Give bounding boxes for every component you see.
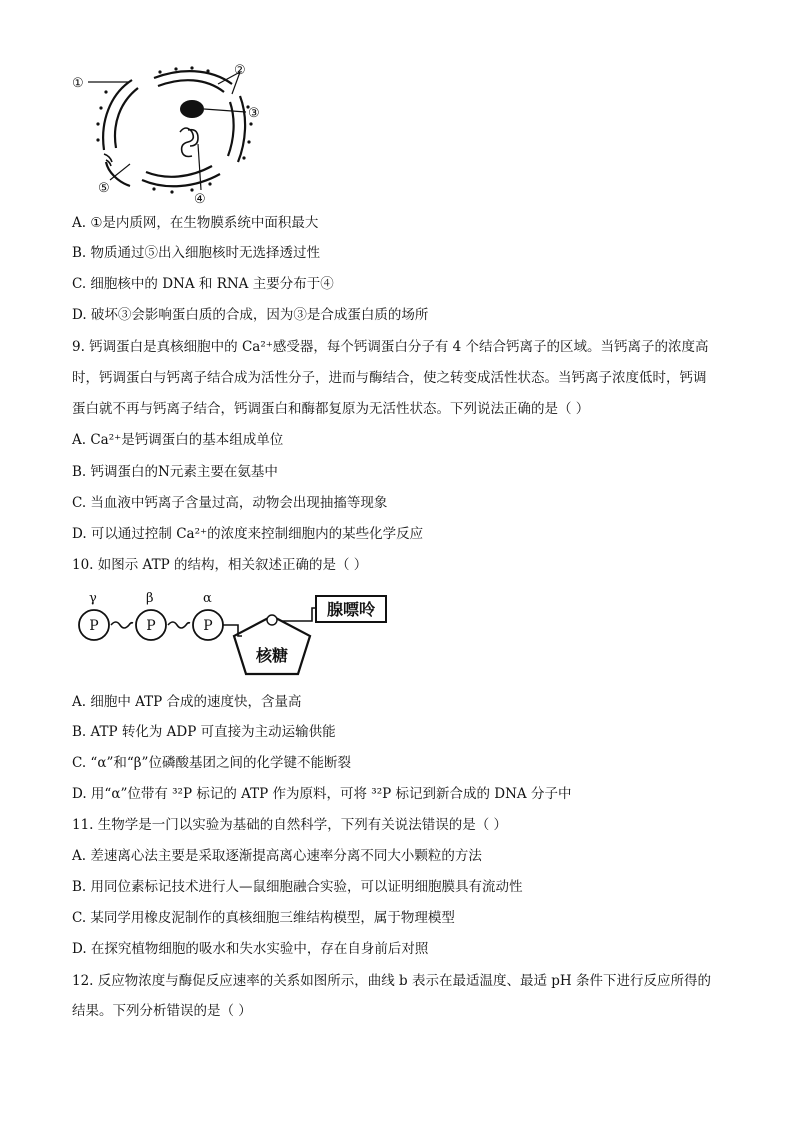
label-5: ⑤ (98, 181, 110, 196)
q10-option-b: B. ATP 转化为 ADP 可直接为主动运输供能 (72, 724, 336, 740)
q9-stem-line-1: 9. 钙调蛋白是真核细胞中的 Ca²⁺感受器，每个钙调蛋白分子有 4 个结合钙离子的区域。当钙离子的浓度高 (72, 339, 709, 355)
label-2: ② (234, 63, 246, 78)
gamma-label: γ (89, 591, 97, 606)
q9-option-b: B. 钙调蛋白的N元素主要在氨基中 (72, 464, 278, 480)
high-energy-bond-2 (168, 622, 190, 628)
q11-option-c: C. 某同学用橡皮泥制作的真核细胞三维结构模型，属于物理模型 (72, 910, 455, 926)
q8-option-b: B. 物质通过⑤出入细胞核时无选择透过性 (72, 245, 321, 261)
phosphate-beta-label: P (146, 618, 156, 634)
chromatin (180, 128, 198, 157)
phosphate-gamma-label: P (89, 618, 99, 634)
q9-stem-line-3: 蛋白就不再与钙离子结合，钙调蛋白和酶都复原为无活性状态。下列说法正确的是（ ） (72, 401, 590, 417)
q11-option-b: B. 用同位素标记技术进行人—鼠细胞融合实验，可以证明细胞膜具有流动性 (72, 879, 523, 895)
phosphate-alpha-label: P (203, 618, 213, 634)
q10-stem: 10. 如图示 ATP 的结构，相关叙述正确的是（ ） (72, 557, 368, 573)
q8-option-a: A. ①是内质网，在生物膜系统中面积最大 (72, 215, 319, 231)
q9-option-c: C. 当血液中钙离子含量过高，动物会出现抽搐等现象 (72, 495, 388, 511)
q9-stem-line-2: 时，钙调蛋白与钙离子结合成为活性分子，进而与酶结合，使之转变成活性状态。当钙离子浓度低时，钙调 (72, 370, 707, 386)
q9-option-a: A. Ca²⁺是钙调蛋白的基本组成单位 (72, 432, 284, 448)
label-4: ④ (194, 192, 206, 207)
high-energy-bond-1 (111, 622, 133, 628)
q11-option-d: D. 在探究植物细胞的吸水和失水实验中，存在自身前后对照 (72, 941, 429, 957)
q9-option-d: D. 可以通过控制 Ca²⁺的浓度来控制细胞内的某些化学反应 (72, 526, 424, 542)
ribose-label: 核糖 (255, 646, 289, 665)
ribose-oxygen (267, 615, 277, 625)
label-1: ① (72, 76, 84, 91)
nucleus-figure (70, 62, 270, 207)
q10-option-d: D. 用“α”位带有 ³²P 标记的 ATP 作为原料，可将 ³²P 标记到新合成的 DNA 分子中 (72, 786, 572, 802)
adenine-label: 腺嘌呤 (326, 600, 376, 619)
alpha-label: α (203, 591, 212, 606)
q10-option-a: A. 细胞中 ATP 合成的速度快，含量高 (72, 694, 302, 710)
q8-option-c: C. 细胞核中的 DNA 和 RNA 主要分布于④ (72, 276, 334, 292)
q8-option-d: D. 破坏③会影响蛋白质的合成，因为③是合成蛋白质的场所 (72, 307, 429, 323)
q12-stem-line-2: 结果。下列分析错误的是（ ） (72, 1003, 252, 1019)
q10-option-c: C. “α”和“β”位磷酸基团之间的化学键不能断裂 (72, 755, 351, 771)
q11-option-a: A. 差速离心法主要是采取逐渐提高离心速率分离不同大小颗粒的方法 (72, 848, 482, 864)
nucleolus (180, 100, 204, 118)
q11-stem: 11. 生物学是一门以实验为基础的自然科学，下列有关说法错误的是（ ） (72, 817, 508, 833)
label-3: ③ (248, 106, 260, 121)
atp-structure-figure (72, 588, 392, 680)
outer-membrane-right-arc (238, 96, 245, 162)
q12-stem-line-1: 12. 反应物浓度与酶促反应速率的关系如图所示，曲线 b 表示在最适温度、最适 pH 条件下进行反应所得的 (72, 973, 711, 989)
beta-label: β (146, 591, 154, 606)
